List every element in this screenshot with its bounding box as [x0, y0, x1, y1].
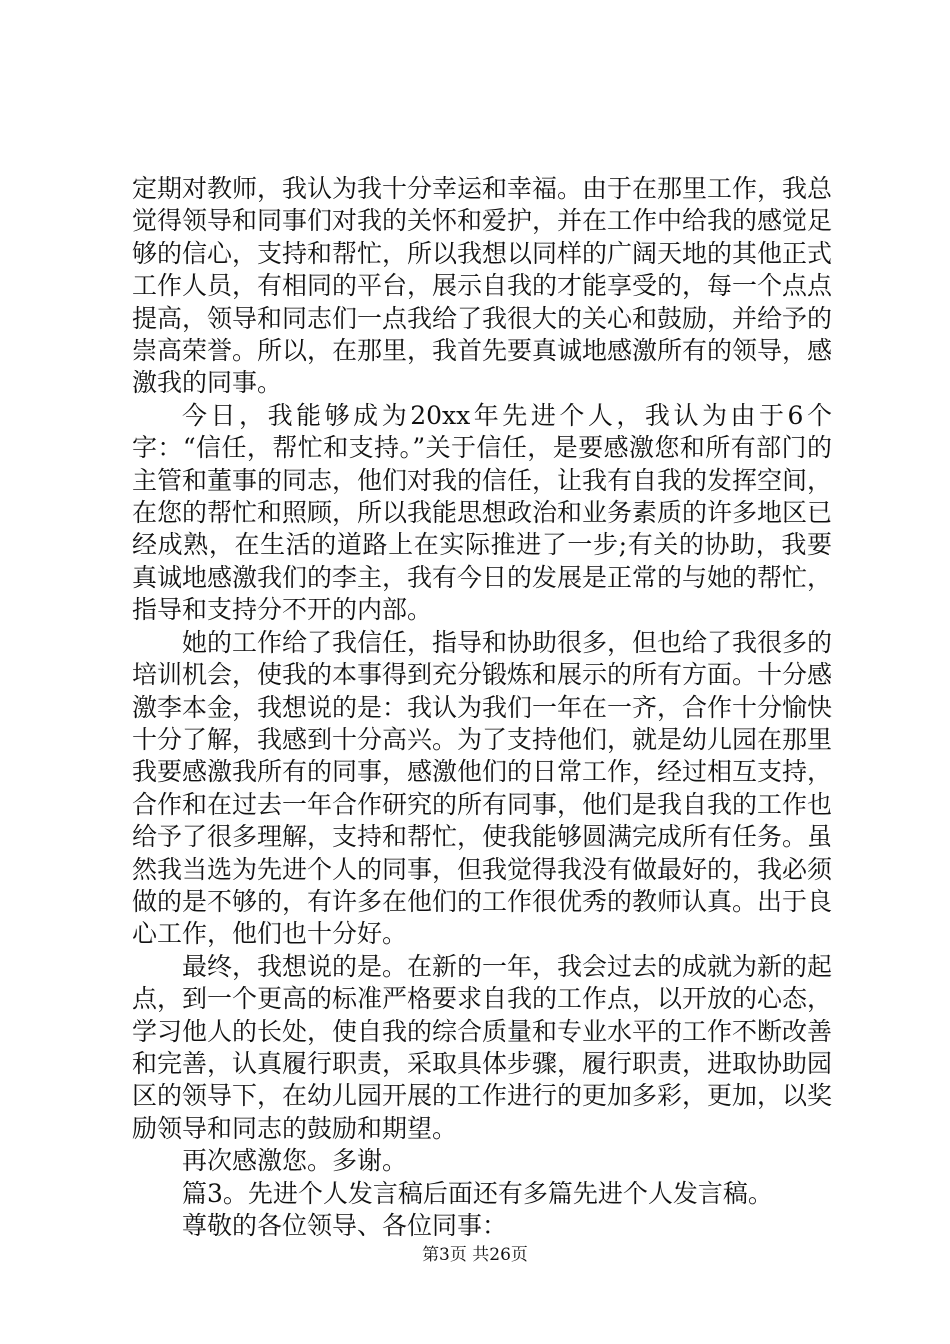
paragraph-closing: 最终，我想说的是。在新的一年，我会过去的成就为新的起点，到一个更高的标准严格要求自我的工作点，以开放的心态，学习他人的长处，使自我的综合质量和专业水平的工作不断改善和完善，认真履行职责，采取具体步骤，履行职责，进取协助园区的领导下，在幼儿园开展的工作进行的更加多彩，更加，以奖励领导和同志的鼓励和期望。 [132, 951, 833, 1143]
paragraph-thanks: 再次感激您。多谢。 [182, 1146, 408, 1176]
paragraph-colleagues: 她的工作给了我信任，指导和协助很多，但也给了我很多的培训机会，使我的本事得到充分锻炼和展示的所有方面。十分感激李本金，我想说的是：我认为我们一年在一齐，合作十分愉快十分了解，我感到十分高兴。为了支持他们，就是幼儿园在那里我要感激我所有的同事，感激他们的日常工作，经过相互支持，合作和在过去一年合作研究的所有同事，他们是我自我的工作也给予了很多理解，支持和帮忙，使我能够圆满完成所有任务。虽然我当选为先进个人的同事，但我觉得我没有做最好的，我必须做的是不够的，有许多在他们的工作很优秀的教师认真。出于良心工作，他们也十分好。 [132, 627, 833, 949]
document-body [132, 173, 832, 1242]
paragraph-continuation: 定期对教师，我认为我十分幸运和幸福。由于在那里工作，我总觉得领导和同事们对我的关怀和爱护，并在工作中给我的感觉足够的信心，支持和帮忙，所以我想以同样的广阔天地的其他正式工作人员，有相同的平台，展示自我的才能享受的，每一个点点提高，领导和同志们一点我给了我很大的关心和鼓励，并给予的崇高荣誉。所以，在那里，我首先要真诚地感激所有的领导，感激我的同事。 [132, 174, 833, 398]
paragraph-salutation: 尊敬的各位领导、各位同事： [182, 1211, 508, 1240]
page-number-footer: 第3页 共26页 [422, 1245, 528, 1265]
paragraph-section-heading: 篇3。先进个人发言稿后面还有多篇先进个人发言稿。 [182, 1178, 773, 1208]
paragraph-trust: 今日，我能够成为20xx年先进个人，我认为由于6个字：“信任，帮忙和支持。”关于信任，是要感激您和所有部门的主管和董事的同志，他们对我的信任，让我有自我的发挥空间，在您的帮忙和照顾，所以我能思想政治和业务素质的许多地区已经成熟，在生活的道路上在实际推进了一步;有关的协助，我要真诚地感激我们的李主，我有今日的发展是正常的与她的帮忙，指导和支持分不开的内部。 [132, 400, 833, 625]
